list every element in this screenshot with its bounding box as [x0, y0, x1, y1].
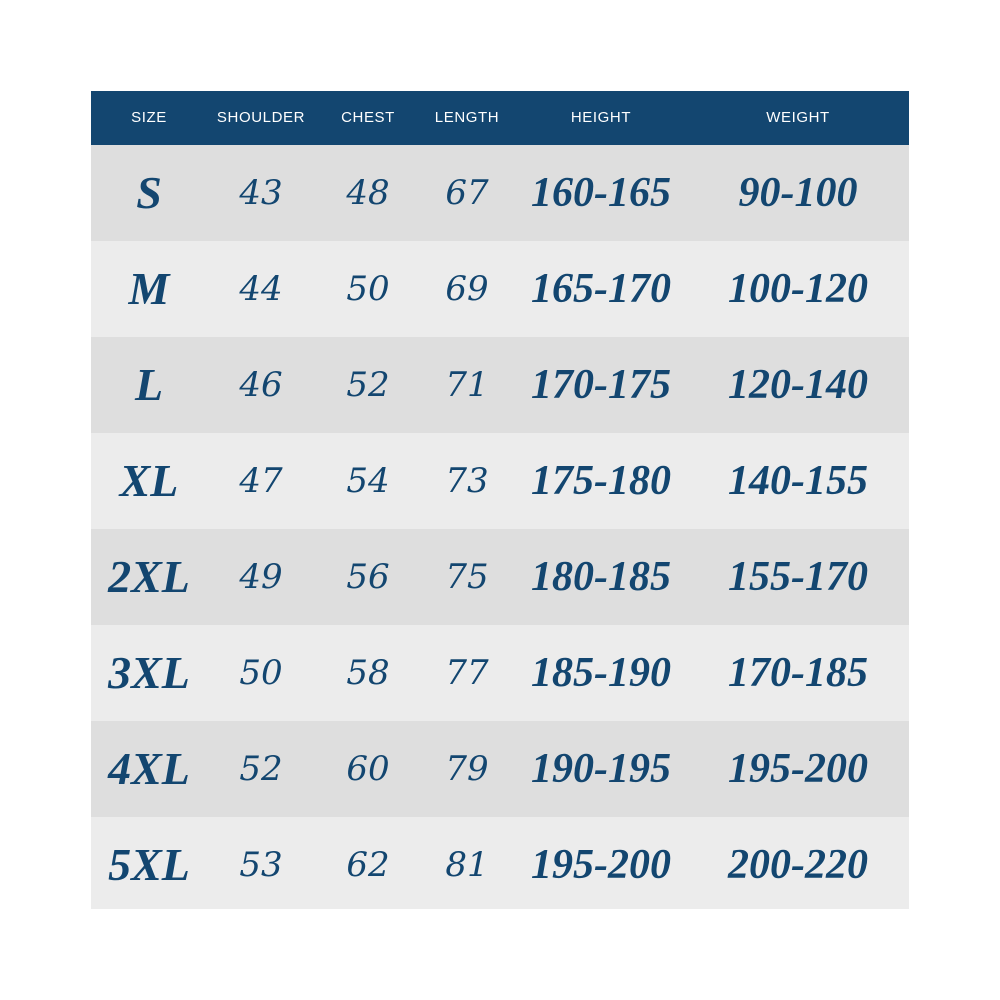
- size-cell: S: [136, 167, 162, 218]
- height-cell: 180-185: [531, 554, 671, 600]
- shoulder-cell: 52: [239, 749, 283, 789]
- table-row: [91, 817, 909, 909]
- weight-cell: 140-155: [728, 458, 868, 504]
- height-cell: 160-165: [531, 170, 671, 216]
- shoulder-cell: 46: [239, 365, 283, 405]
- length-cell: 69: [445, 269, 489, 309]
- size-cell: 4XL: [108, 743, 190, 794]
- length-cell: 71: [445, 365, 489, 405]
- weight-cell: 155-170: [728, 554, 868, 600]
- size-cell: 3XL: [108, 647, 190, 698]
- height-cell: 195-200: [531, 842, 671, 888]
- shoulder-cell: 43: [239, 173, 283, 213]
- size-chart-table: [91, 91, 909, 909]
- shoulder-cell: 47: [239, 461, 283, 501]
- weight-cell: 195-200: [728, 746, 868, 792]
- weight-cell: 200-220: [728, 842, 868, 888]
- height-cell: 185-190: [531, 650, 671, 696]
- chest-cell: 50: [346, 269, 390, 309]
- header-size: SIZE: [131, 109, 167, 126]
- length-cell: 81: [445, 845, 489, 885]
- size-cell: 5XL: [108, 839, 190, 890]
- chest-cell: 60: [346, 749, 390, 789]
- header-height: HEIGHT: [570, 109, 632, 126]
- header-length: LENGTH: [434, 109, 500, 126]
- chest-cell: 58: [346, 653, 390, 693]
- table-row: [91, 241, 909, 337]
- height-cell: 190-195: [531, 746, 671, 792]
- size-cell: M: [128, 263, 170, 314]
- shoulder-cell: 53: [239, 845, 283, 885]
- length-cell: 73: [445, 461, 489, 501]
- table-row: [91, 433, 909, 529]
- table-row: [91, 337, 909, 433]
- table-header-row: [91, 91, 909, 145]
- size-cell: L: [134, 359, 164, 410]
- weight-cell: 170-185: [728, 650, 868, 696]
- length-cell: 75: [445, 557, 489, 597]
- header-weight: WEIGHT: [766, 109, 830, 126]
- table-row: [91, 625, 909, 721]
- weight-cell: 120-140: [728, 362, 868, 408]
- header-shoulder: SHOULDER: [216, 109, 306, 126]
- size-cell: XL: [119, 455, 179, 506]
- length-cell: 67: [445, 173, 489, 213]
- shoulder-cell: 44: [239, 269, 283, 309]
- chest-cell: 56: [346, 557, 390, 597]
- length-cell: 77: [445, 653, 489, 693]
- size-cell: 2XL: [108, 551, 190, 602]
- shoulder-cell: 49: [239, 557, 283, 597]
- weight-cell: 90-100: [738, 170, 858, 216]
- chest-cell: 48: [346, 173, 390, 213]
- height-cell: 165-170: [531, 266, 671, 312]
- table-row: [91, 529, 909, 625]
- shoulder-cell: 50: [239, 653, 283, 693]
- height-cell: 175-180: [531, 458, 671, 504]
- chest-cell: 62: [346, 845, 390, 885]
- chest-cell: 54: [346, 461, 390, 501]
- height-cell: 170-175: [531, 362, 671, 408]
- length-cell: 79: [445, 749, 489, 789]
- table-row: [91, 721, 909, 817]
- table-row: [91, 145, 909, 241]
- header-chest: CHEST: [341, 109, 395, 126]
- chest-cell: 52: [346, 365, 390, 405]
- weight-cell: 100-120: [728, 266, 868, 312]
